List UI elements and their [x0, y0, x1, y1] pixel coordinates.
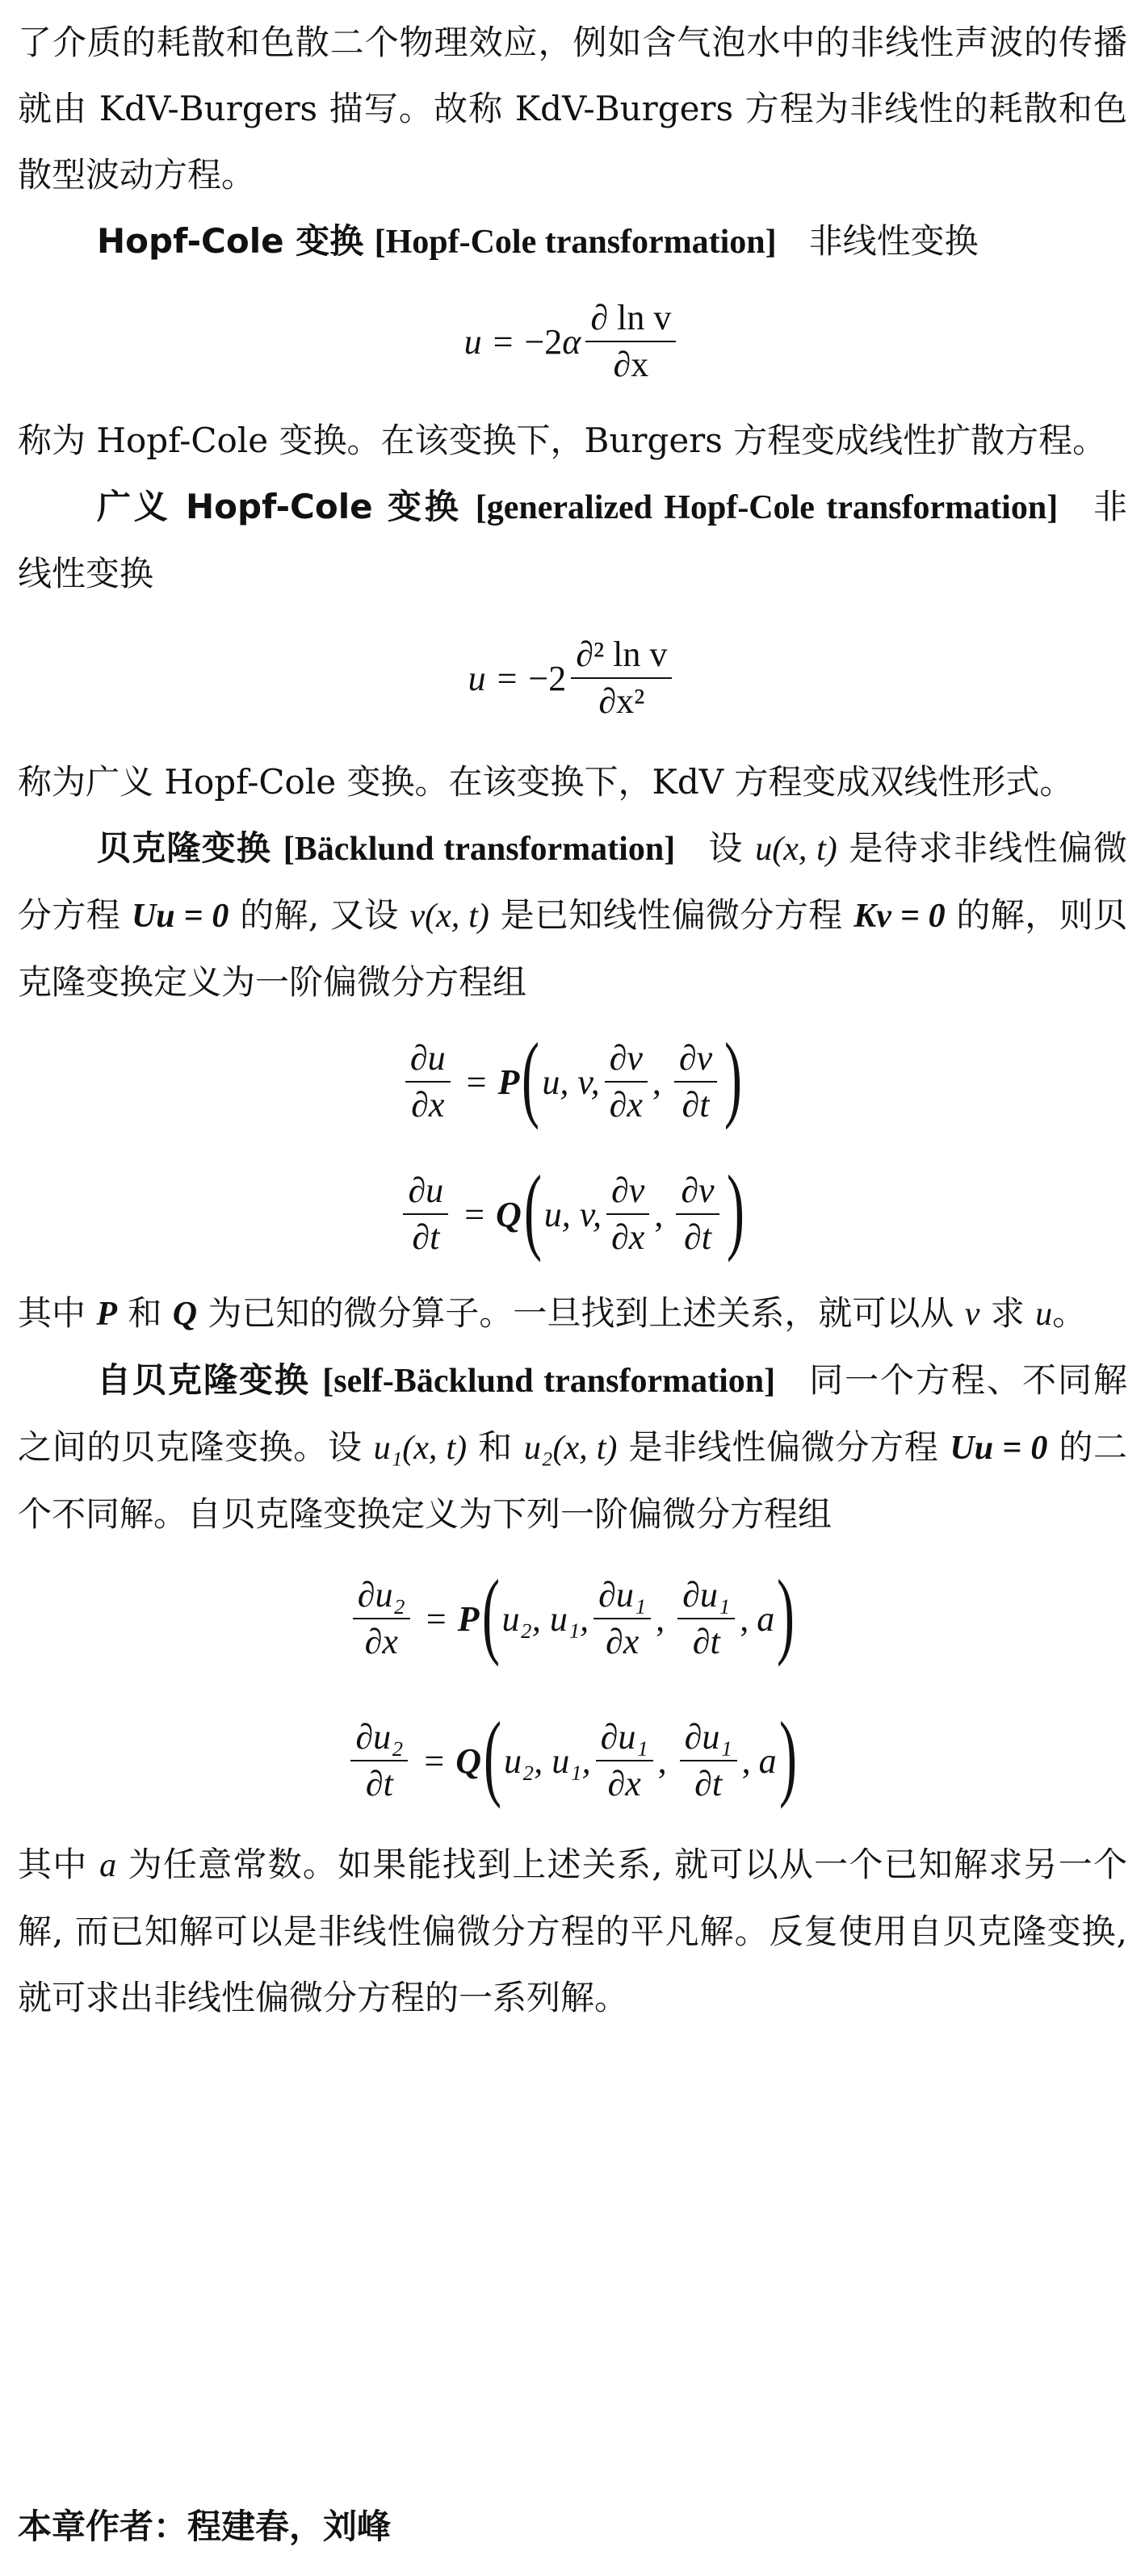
eq-lhs: u	[468, 658, 486, 698]
arg-fraction-t	[677, 1576, 735, 1662]
frac-denominator: ∂t	[683, 1217, 711, 1257]
backlund-equation-2: $\frac{\partial u}{\partial t}$ = Q ( u, v, $\frac{\partial v}{\partial x}$ , $\frac{\partial v}{\partial t}$ )	[18, 1148, 1127, 1280]
frac-numerator: ∂v	[676, 1171, 719, 1215]
arg-fraction-x	[605, 1039, 648, 1125]
frac-denominator: ∂x²	[598, 681, 645, 721]
frac-numerator: ∂u	[405, 1039, 451, 1083]
backlund-text-2: 是待求非线性偏微分方程	[18, 828, 1127, 935]
operator-Q: Q	[496, 1194, 522, 1234]
arg-a: a	[757, 1598, 775, 1639]
args-pre: u, v,	[543, 1194, 602, 1234]
hopf-cole-equation: u = −2 α $\frac{\text{∂ ln v}}{\partial x}$	[18, 275, 1127, 408]
backlund-after-2: 和	[117, 1293, 173, 1333]
operator-P-inline: P	[96, 1296, 118, 1333]
backlund-after-5: 。	[1052, 1293, 1087, 1333]
self-backlund-text-2: 和	[467, 1427, 524, 1467]
frac-denominator: ∂t	[692, 1622, 720, 1661]
frac-numerator: ∂v	[674, 1039, 717, 1083]
backlund-after-3: 为已知的微分算子。一旦找到上述关系，就可以从	[197, 1293, 965, 1333]
lhs-fraction	[350, 1718, 408, 1804]
self-backlund-equation-2: $\frac{\text{∂u₂}}{\partial t}$ = Q ( u₂, u₁, $\frac{\text{∂u₁}}{\partial x}$ , $\frac{\text{∂u₁}}{\partial t}$ , a )	[18, 1690, 1127, 1832]
args-pre: u, v,	[542, 1062, 600, 1102]
backlund-term: 贝克隆变换	[97, 828, 272, 868]
self-backlund-after-1: 其中	[18, 1845, 100, 1884]
eq-lhs: u	[463, 321, 482, 362]
frac-numerator: ∂u₁	[596, 1718, 653, 1761]
self-backlund-text-1: 同一个方程、不同解之间的贝克隆变换。设	[18, 1360, 1127, 1467]
args-pre: u₂, u₁,	[503, 1740, 591, 1781]
u1-of-x-t: u₁(x, t)	[373, 1430, 468, 1467]
gen-hopf-cole-after	[18, 749, 1127, 815]
backlund-after	[18, 1280, 1127, 1347]
arg-fraction-x	[606, 1171, 649, 1258]
hopf-cole-paragraph	[18, 208, 1127, 275]
backlund-paragraph	[18, 815, 1127, 1016]
gen-hopf-cole-paragraph	[18, 474, 1127, 607]
frac-numerator: ∂u₁	[677, 1576, 735, 1619]
backlund-text-4: 是已知线性偏微分方程	[489, 895, 854, 935]
hopf-cole-after	[18, 408, 1127, 474]
hopf-cole-term-en: [Hopf-Cole transformation]	[374, 224, 777, 261]
operator-P: P	[457, 1598, 480, 1639]
eq-fraction	[571, 635, 672, 722]
operator-eq-K: Kv = 0	[854, 898, 946, 935]
operator-Q: Q	[455, 1740, 482, 1781]
frac-denominator: ∂x	[607, 1764, 641, 1803]
operator-eq-U: Uu = 0	[950, 1430, 1048, 1467]
backlund-after-1: 其中	[18, 1293, 97, 1333]
backlund-equation-1: $\frac{\partial u}{\partial x}$ = P ( u, v, $\frac{\partial v}{\partial x}$ , $\frac{\partial v}{\partial t}$ )	[18, 1016, 1127, 1148]
var-v: v	[964, 1296, 980, 1333]
frac-denominator: ∂x	[611, 1217, 645, 1257]
frac-denominator: ∂x	[606, 1622, 640, 1661]
frac-numerator: ∂v	[605, 1039, 648, 1083]
frac-denominator: ∂t	[694, 1764, 723, 1803]
var-a: a	[99, 1847, 117, 1884]
frac-denominator: ∂x	[613, 345, 649, 384]
arg-fraction-x	[593, 1576, 651, 1662]
v-of-x-t: v(x, t)	[409, 898, 489, 935]
frac-denominator: ∂x	[364, 1622, 398, 1661]
self-backlund-paragraph	[18, 1347, 1127, 1548]
var-u: u	[1035, 1296, 1053, 1333]
gen-hopf-cole-term: 广义 Hopf-Cole 变换	[97, 487, 462, 526]
backlund-text-1: 设	[707, 828, 756, 868]
frac-numerator: ∂v	[606, 1171, 649, 1215]
frac-denominator: ∂t	[682, 1085, 710, 1125]
backlund-text-5: 的解，则贝克隆变换定义为一阶偏微分方程组	[18, 895, 1128, 1002]
self-backlund-term-en: [self-Bäcklund transformation]	[322, 1363, 776, 1400]
self-backlund-term: 自贝克隆变换	[97, 1360, 310, 1400]
lhs-fraction	[403, 1171, 448, 1258]
arg-a: a	[758, 1740, 777, 1781]
frac-numerator: ∂² ln v	[571, 635, 672, 679]
eq-coef: −2	[524, 321, 563, 362]
frac-numerator: ∂u₂	[353, 1576, 410, 1619]
frac-numerator: ∂u₁	[593, 1576, 651, 1619]
author-label: 本章作者：	[18, 2507, 188, 2546]
eq-coef: −2	[528, 658, 567, 698]
self-backlund-text-3: 是非线性偏微分方程	[617, 1427, 950, 1467]
gen-hopf-cole-equation: u = −2 $\frac{\text{∂² ln v}}{\text{∂x²}}$	[18, 607, 1127, 749]
intro-paragraph	[18, 10, 1127, 208]
lhs-fraction	[405, 1039, 451, 1125]
chapter-author	[18, 2503, 391, 2551]
gen-hopf-cole-lead: 非线性变换	[18, 487, 1127, 593]
self-backlund-equation-1: $\frac{\text{∂u₂}}{\partial x}$ = P ( u₂, u₁, $\frac{\text{∂u₁}}{\partial x}$ , $\frac{\text{∂u₁}}{\partial t}$ , a )	[18, 1548, 1127, 1690]
gen-hopf-cole-term-en: [generalized Hopf-Cole transformation]	[475, 489, 1059, 526]
frac-numerator: ∂u₁	[680, 1718, 737, 1761]
hopf-cole-after-text: 称为 Hopf-Cole 变换。在该变换下，Burgers 方程变成线性扩散方程。	[18, 421, 1107, 460]
arg-fraction-x	[596, 1718, 653, 1804]
intro-text: 了介质的耗散和色散二个物理效应，例如含气泡水中的非线性声波的传播就由 KdV-Burgers 描写。故称 KdV-Burgers 方程为非线性的耗散和色散型波动方程。	[18, 23, 1127, 195]
arg-fraction-t	[680, 1718, 737, 1804]
self-backlund-after-2: 为任意常数。如果能找到上述关系, 就可以从一个已知解求另一个解, 而已知解可以是非线性偏微分方程的平凡解。反复使用自贝克隆变换, 就可求出非线性偏微分方程的一系列解。	[18, 1845, 1127, 2017]
operator-P: P	[497, 1062, 520, 1102]
operator-eq-U: Uu = 0	[131, 898, 229, 935]
author-names: 程建春，刘峰	[187, 2507, 392, 2546]
arg-fraction-t	[674, 1039, 717, 1125]
hopf-cole-term: Hopf-Cole 变换	[97, 221, 364, 261]
hopf-cole-lead: 非线性变换	[808, 221, 979, 261]
arg-fraction-t	[676, 1171, 719, 1258]
backlund-text-3: 的解, 又设	[229, 895, 410, 935]
u-of-x-t: u(x, t)	[755, 831, 837, 868]
gen-hopf-cole-after-text: 称为广义 Hopf-Cole 变换。在该变换下，KdV 方程变成双线性形式。	[18, 762, 1074, 802]
frac-denominator: ∂x	[609, 1085, 643, 1125]
frac-numerator: ∂ ln v	[585, 299, 676, 342]
operator-Q-inline: Q	[172, 1296, 198, 1333]
eq-fraction	[585, 299, 676, 385]
frac-denominator: ∂t	[365, 1764, 393, 1803]
args-pre: u₂, u₁,	[501, 1598, 589, 1639]
lhs-fraction	[353, 1576, 410, 1662]
frac-denominator: ∂x	[411, 1085, 445, 1125]
backlund-after-4: 求	[979, 1293, 1036, 1333]
frac-denominator: ∂t	[412, 1217, 440, 1257]
self-backlund-after	[18, 1832, 1127, 2031]
eq-alpha: α	[562, 321, 581, 362]
frac-numerator: ∂u	[403, 1171, 448, 1215]
self-backlund-text-4: 的二个不同解。自贝克隆变换定义为下列一阶偏微分方程组	[18, 1427, 1127, 1534]
frac-numerator: ∂u₂	[350, 1718, 408, 1761]
backlund-term-en: [Bäcklund transformation]	[283, 831, 676, 868]
u2-of-x-t: u₂(x, t)	[523, 1430, 618, 1467]
